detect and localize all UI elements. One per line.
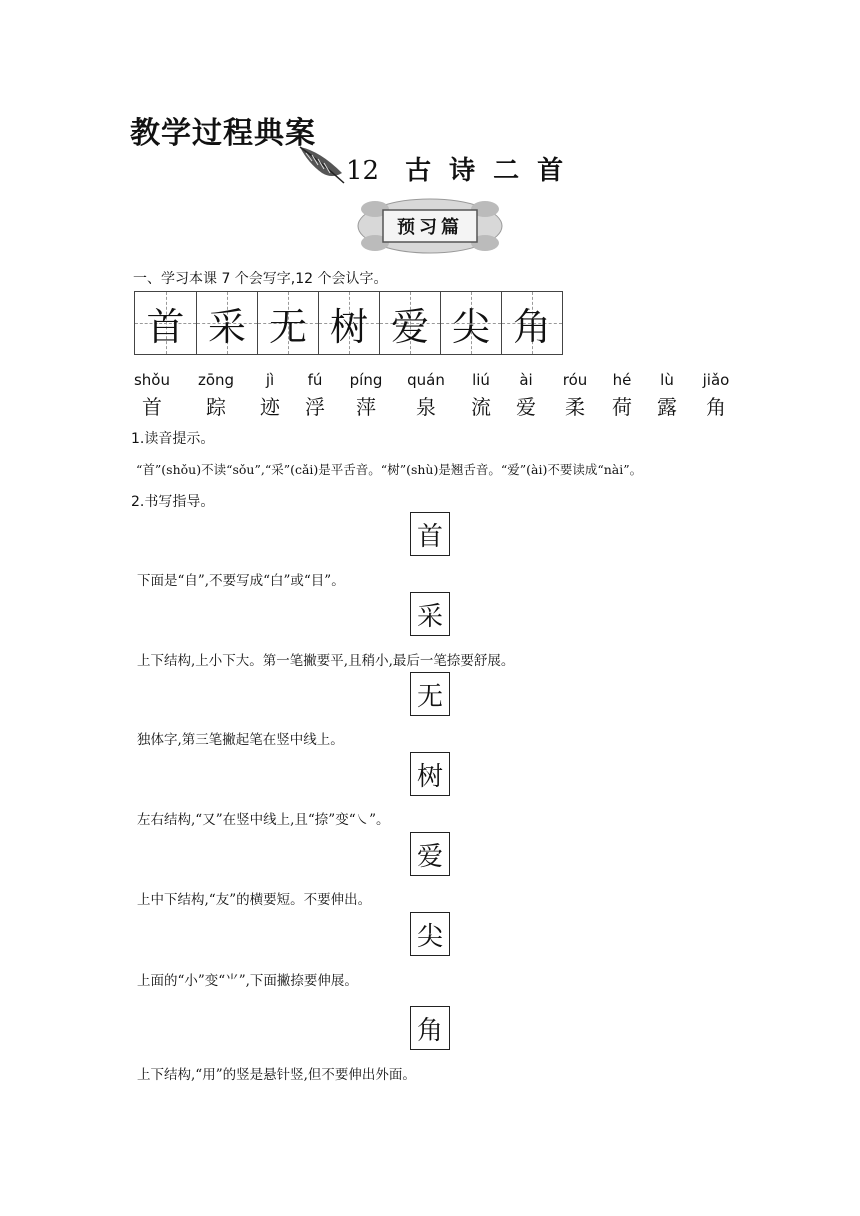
writing-character-grid — [134, 291, 563, 355]
pinyin: quán — [407, 371, 445, 389]
reading-char: 踪 — [206, 395, 226, 419]
pinyin-item — [396, 371, 456, 420]
writing-guide-text: 上下结构,上小下大。第一笔撇要平,且稍小,最后一笔捺要舒展。 — [137, 653, 515, 669]
reading-char: 角 — [706, 395, 726, 419]
grid-cell — [379, 292, 440, 354]
reading-char: 露 — [657, 395, 677, 419]
pinyin: liú — [472, 371, 490, 389]
writing-char-box: 尖 — [410, 912, 450, 956]
pinyin: píng — [349, 371, 383, 389]
writing-guide-text: 左右结构,“又”在竖中线上,且“捺”变“㇏”。 — [137, 812, 390, 828]
grid-cell — [501, 292, 562, 354]
reading-tips-heading: 1.读音提示。 — [131, 431, 215, 447]
grid-char: 采 — [207, 304, 246, 349]
lesson-number: 12 — [346, 156, 380, 186]
pinyin-item — [186, 371, 246, 420]
reading-tips-text: “首”(shǒu)不读“sǒu”,“采”(cǎi)是平舌音。“树”(shù)是翘舌音。“爱”(ài)不要读成“nài”。 — [136, 462, 643, 477]
pinyin: zōng — [197, 371, 235, 389]
grid-cell — [196, 292, 257, 354]
grid-char: 尖 — [451, 304, 490, 349]
reading-char: 流 — [471, 395, 491, 419]
section-banner — [355, 197, 505, 255]
page-header-title: 教学过程典案 — [130, 116, 316, 151]
pinyin: ài — [519, 371, 533, 389]
grid-char: 首 — [146, 304, 185, 349]
grid-char: 树 — [329, 304, 368, 349]
pinyin-character-row — [130, 371, 740, 419]
grid-cell — [135, 292, 196, 354]
reading-char: 萍 — [356, 395, 376, 419]
pinyin: jì — [265, 371, 275, 389]
quill-feather-icon — [298, 143, 346, 185]
reading-char: 浮 — [305, 395, 325, 419]
pinyin: hé — [612, 371, 632, 389]
writing-guide-text: 上中下结构,“友”的横要短。不要伸出。 — [137, 892, 372, 908]
grid-cell — [318, 292, 379, 354]
pinyin: shǒu — [133, 371, 170, 389]
grid-cell — [257, 292, 318, 354]
reading-char: 迹 — [260, 395, 280, 419]
grid-char: 角 — [512, 304, 551, 349]
writing-guide-text: 独体字,第三笔撇起笔在竖中线上。 — [137, 732, 344, 748]
writing-char-box: 角 — [410, 1006, 450, 1050]
writing-guide-text: 下面是“自”,不要写成“白”或“目”。 — [137, 573, 345, 589]
reading-char: 爱 — [516, 395, 536, 419]
reading-char: 荷 — [612, 395, 632, 419]
writing-char-box: 树 — [410, 752, 450, 796]
writing-char-box: 采 — [410, 592, 450, 636]
writing-char-box: 首 — [410, 512, 450, 556]
banner-label: 预习篇 — [397, 217, 463, 238]
pinyin-item — [686, 371, 746, 420]
grid-char: 爱 — [390, 304, 429, 349]
pinyin: róu — [562, 371, 588, 389]
pinyin-item — [336, 371, 396, 420]
reading-char: 首 — [142, 395, 162, 419]
section-heading: 一、学习本课 7 个会写字,12 个会认字。 — [133, 271, 388, 287]
lesson-name: 古诗二首 — [405, 156, 582, 186]
reading-char: 泉 — [416, 395, 436, 419]
grid-char: 无 — [268, 304, 307, 349]
grid-cell — [440, 292, 501, 354]
pinyin: jiǎo — [702, 371, 730, 389]
writing-guide-text: 上下结构,“用”的竖是悬针竖,但不要伸出外面。 — [137, 1067, 416, 1083]
pinyin: fú — [307, 371, 323, 389]
writing-char-box: 爱 — [410, 832, 450, 876]
writing-guide-heading: 2.书写指导。 — [131, 494, 215, 510]
writing-guide-text: 上面的“小”变“⺌”,下面撇捺要伸展。 — [137, 973, 358, 989]
pinyin-item — [122, 371, 182, 420]
pinyin: lù — [660, 371, 674, 389]
reading-char: 柔 — [565, 395, 585, 419]
writing-char-box: 无 — [410, 672, 450, 716]
lesson-title — [346, 150, 581, 187]
